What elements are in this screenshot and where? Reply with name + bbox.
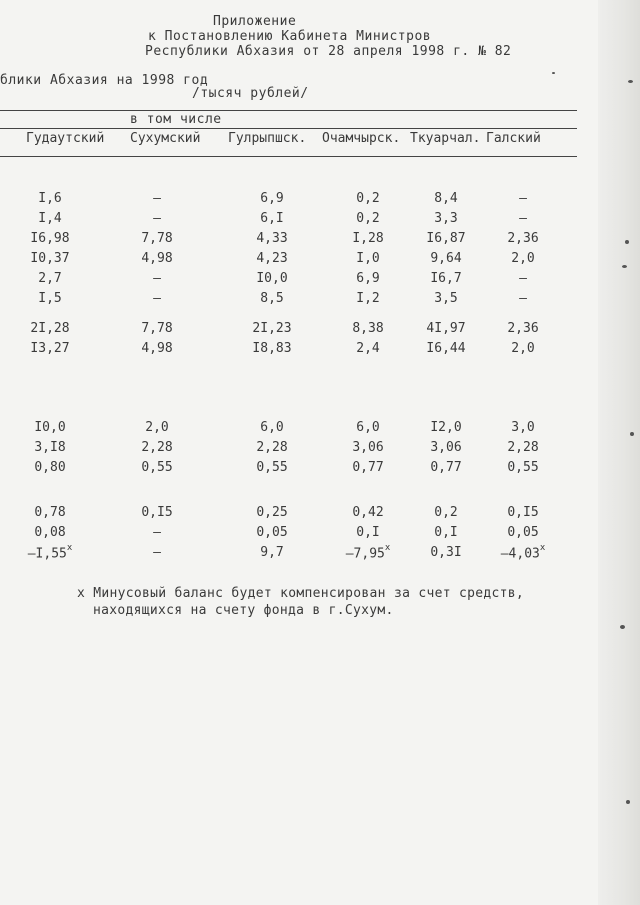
table-cell: 0,77 bbox=[352, 460, 384, 475]
table-cell: 0,78 bbox=[34, 505, 66, 520]
table-cell: 3,5 bbox=[434, 291, 458, 306]
table-cell: 6,I bbox=[260, 211, 284, 226]
table-cell: I2,0 bbox=[430, 420, 462, 435]
table-cell: – bbox=[153, 191, 161, 206]
table-cell: 8,38 bbox=[352, 321, 384, 336]
table-cell: 2,36 bbox=[507, 321, 539, 336]
header-line-1: Приложение bbox=[213, 14, 297, 29]
col-header-gudauta: Гудаутский bbox=[26, 131, 105, 146]
table-cell: 7,78 bbox=[141, 321, 173, 336]
table-cell: 2,4 bbox=[356, 341, 380, 356]
table-cell: 2I,28 bbox=[30, 321, 70, 336]
paper-speck bbox=[620, 625, 625, 629]
table-cell: 3,3 bbox=[434, 211, 458, 226]
table-cell: 9,64 bbox=[430, 251, 462, 266]
table-cell: –I,55$^x$ bbox=[27, 543, 73, 562]
table-cell: 2,36 bbox=[507, 231, 539, 246]
col-header-sukhum: Сухумский bbox=[130, 131, 201, 146]
header-line-2: к Постановлению Кабинета Министров bbox=[148, 29, 432, 44]
table-cell: 8,5 bbox=[260, 291, 284, 306]
group-label: в том числе bbox=[130, 112, 222, 127]
table-cell: 8,4 bbox=[434, 191, 458, 206]
table-cell: –7,95$^x$ bbox=[345, 543, 391, 562]
table-cell: 0,05 bbox=[507, 525, 539, 540]
paper-speck bbox=[628, 80, 633, 83]
table-cell: 3,06 bbox=[352, 440, 384, 455]
units-label: /тысяч рублей/ bbox=[192, 86, 309, 101]
table-cell: 6,0 bbox=[356, 420, 380, 435]
paper-speck bbox=[626, 800, 630, 804]
table-cell: 4I,97 bbox=[426, 321, 466, 336]
table-cell: I,4 bbox=[38, 211, 62, 226]
table-cell: 0,42 bbox=[352, 505, 384, 520]
table-cell: I,2 bbox=[356, 291, 380, 306]
table-cell: 2,0 bbox=[511, 341, 535, 356]
table-cell: I,0 bbox=[356, 251, 380, 266]
table-cell: 0,55 bbox=[256, 460, 288, 475]
table-cell: 6,0 bbox=[260, 420, 284, 435]
paper-speck bbox=[625, 240, 629, 244]
table-cell: 0,I5 bbox=[507, 505, 539, 520]
table-cell: – bbox=[153, 545, 161, 560]
table-cell: 4,23 bbox=[256, 251, 288, 266]
table-cell: 4,98 bbox=[141, 341, 173, 356]
table-cell: 6,9 bbox=[356, 271, 380, 286]
paper-speck bbox=[630, 432, 634, 436]
table-cell: 3,I8 bbox=[34, 440, 66, 455]
table-cell: 0,08 bbox=[34, 525, 66, 540]
table-cell: 6,9 bbox=[260, 191, 284, 206]
top-rule bbox=[0, 110, 577, 111]
table-cell: – bbox=[519, 291, 527, 306]
col-header-tkuarchal: Ткуарчал. bbox=[410, 131, 481, 146]
table-cell: –4,03$^x$ bbox=[500, 543, 546, 562]
footnote-mark: x bbox=[539, 543, 546, 553]
footnote-line-2: находящихся на счету фонда в г.Сухум. bbox=[93, 603, 394, 618]
table-cell: 2,7 bbox=[38, 271, 62, 286]
table-cell: – bbox=[153, 525, 161, 540]
table-cell: I6,98 bbox=[30, 231, 70, 246]
table-cell: I6,44 bbox=[426, 341, 466, 356]
table-cell: 2I,23 bbox=[252, 321, 292, 336]
table-cell: 2,0 bbox=[145, 420, 169, 435]
table-cell: 0,77 bbox=[430, 460, 462, 475]
table-cell: 0,2 bbox=[434, 505, 458, 520]
table-cell: 0,80 bbox=[34, 460, 66, 475]
table-cell: – bbox=[519, 271, 527, 286]
table-cell: 2,28 bbox=[256, 440, 288, 455]
table-cell: – bbox=[153, 271, 161, 286]
table-cell: – bbox=[153, 211, 161, 226]
col-header-gal: Галский bbox=[486, 131, 541, 146]
table-cell: 0,55 bbox=[507, 460, 539, 475]
table-cell: – bbox=[519, 191, 527, 206]
table-cell: 0,2 bbox=[356, 211, 380, 226]
table-cell: 3,0 bbox=[511, 420, 535, 435]
table-cell: 7,78 bbox=[141, 231, 173, 246]
table-cell: 4,33 bbox=[256, 231, 288, 246]
table-cell: I0,0 bbox=[34, 420, 66, 435]
table-cell: I0,37 bbox=[30, 251, 70, 266]
table-cell: I3,27 bbox=[30, 341, 70, 356]
table-cell: 0,3I bbox=[430, 545, 462, 560]
col-header-ochamchyra: Очамчырск. bbox=[322, 131, 401, 146]
table-cell: 3,06 bbox=[430, 440, 462, 455]
table-cell: 2,28 bbox=[507, 440, 539, 455]
footnote-mark: x bbox=[384, 543, 391, 553]
footnote-line-1: х Минусовый баланс будет компенсирован за счет средств, bbox=[77, 586, 524, 601]
table-cell: 0,55 bbox=[141, 460, 173, 475]
table-title: блики Абхазия на 1998 год bbox=[0, 73, 209, 88]
table-cell: 0,2 bbox=[356, 191, 380, 206]
header-bottom-rule bbox=[0, 156, 577, 157]
header-line-3: Республики Абхазия от 28 апреля 1998 г. № 82 bbox=[145, 44, 512, 59]
table-cell: 2,0 bbox=[511, 251, 535, 266]
table-cell: I8,83 bbox=[252, 341, 292, 356]
col-header-gulripsh: Гулрыпшск. bbox=[228, 131, 307, 146]
table-cell: 2,28 bbox=[141, 440, 173, 455]
table-cell: – bbox=[519, 211, 527, 226]
table-cell: 0,05 bbox=[256, 525, 288, 540]
table-cell: I0,0 bbox=[256, 271, 288, 286]
paper-speck bbox=[552, 72, 555, 74]
table-cell: 0,I bbox=[434, 525, 458, 540]
table-cell: I,5 bbox=[38, 291, 62, 306]
table-cell: 0,I bbox=[356, 525, 380, 540]
table-cell: I6,87 bbox=[426, 231, 466, 246]
table-cell: 0,25 bbox=[256, 505, 288, 520]
footnote-mark: x bbox=[66, 543, 73, 553]
table-cell: 0,I5 bbox=[141, 505, 173, 520]
page-edge-shadow bbox=[598, 0, 640, 905]
table-cell: 4,98 bbox=[141, 251, 173, 266]
group-rule bbox=[0, 128, 577, 129]
paper-speck bbox=[622, 265, 627, 268]
table-cell: I,28 bbox=[352, 231, 384, 246]
table-cell: I,6 bbox=[38, 191, 62, 206]
table-cell: – bbox=[153, 291, 161, 306]
table-cell: I6,7 bbox=[430, 271, 462, 286]
table-cell: 9,7 bbox=[260, 545, 284, 560]
